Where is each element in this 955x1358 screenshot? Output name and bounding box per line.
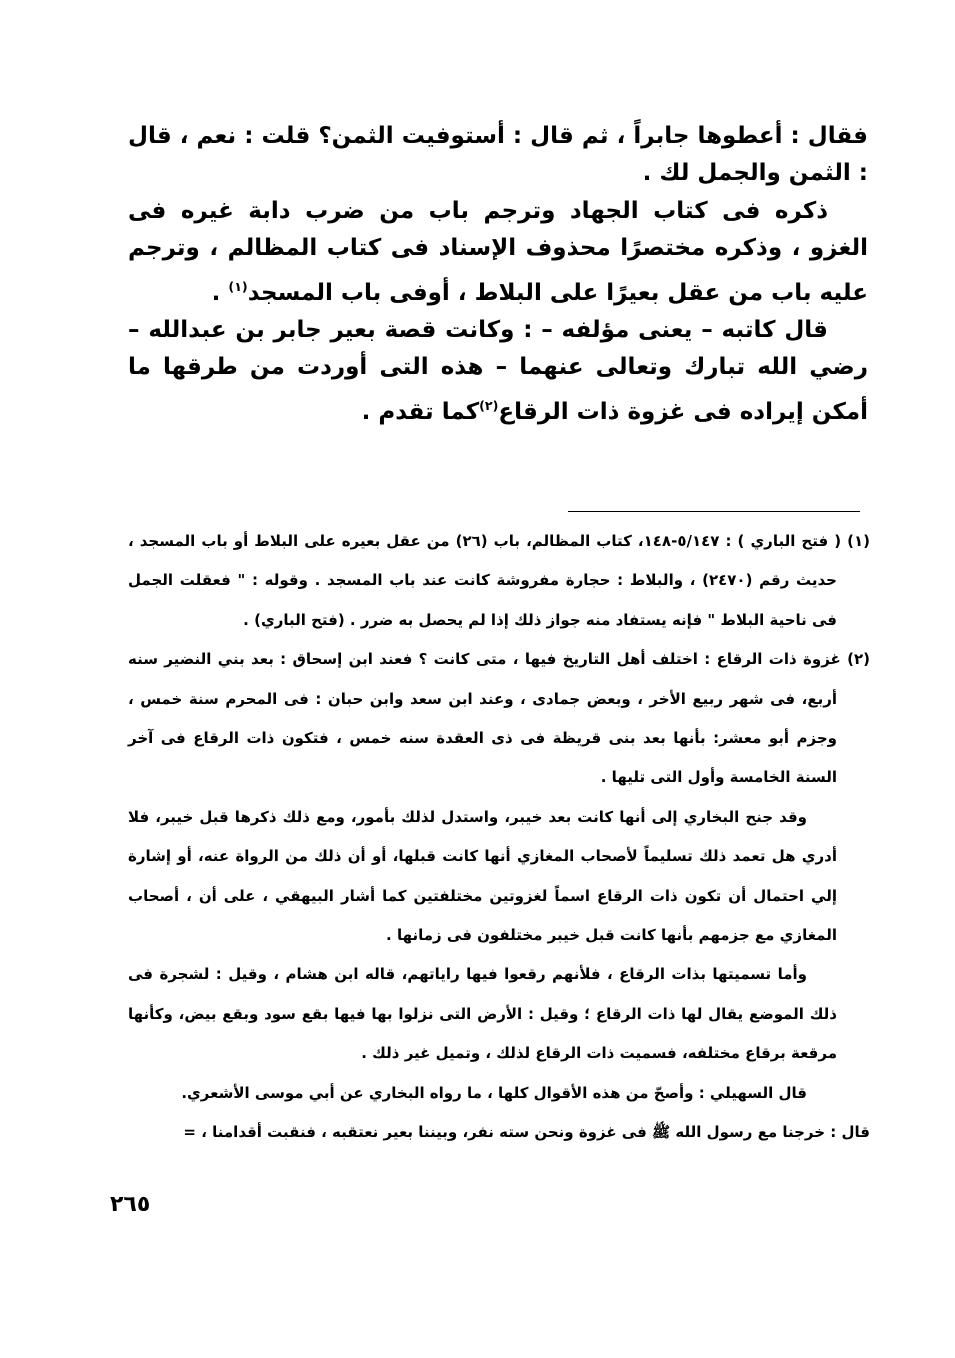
footnote-2-paragraph-4: قال السهيلي : وأصحّ من هذه الأقوال كلها ، ما رواه البخاري عن أبي موسى الأشعري. [181, 1083, 807, 1102]
footnotes [128, 522, 870, 1153]
footnote-2-paragraph-3: وأما تسميتها بذات الرقاع ، فلأنهم رقعوا فيها راياتهم، قاله ابن هشام ، وقيل : لشجرة فى ذلك الموضع يقال لها ذات الرقاع ؛ وقيل : الأرض التى نزلوا بها فيها بقع سود وبقع بيض، وكأنها مرقعة برقاع مختلفه، فسميت ذات الرقاع لذلك ، وتميل غير ذلك . [128, 965, 837, 1063]
paragraph-2-end: . [211, 279, 229, 306]
footnote-1: (١) ( فتح الباري ) : ٥/١٤٧-١٤٨، كتاب المظالم، باب (٢٦) من عقل بعيره على البلاط أو باب المسجد ، حديث رقم (٢٤٧٠) ، والبلاط : حجارة مفروشة كانت عند باب المسجد . وقوله : " فعقلت الجمل فى ناحية البلاط " فإنه يستفاد منه جواز ذلك إذا لم يحصل به ضرر . (فتح الباري) . [128, 532, 870, 629]
footnote-separator [568, 511, 860, 512]
footnote-2-paragraph-2: وقد جنح البخاري إلى أنها كانت بعد خيبر، واستدل لذلك بأمور، ومع ذلك ذكرها قبل خيبر، فلا أدري هل تعمد ذلك تسليماً لأصحاب المغازي أنها كانت قبلها، أو أن ذلك من الرواة عنه، أو إشارة إلي احتمال أن تكون ذات الرقاع اسماً لغزوتين مختلفتين كما أشار البيهقي ، على أن ، أصحاب المغازي مع جزمهم بأنها كانت قبل خيبر مختلفون فى زمانها . [128, 807, 837, 945]
page-number: ٢٦٥ [110, 1192, 151, 1217]
main-text [128, 118, 868, 431]
paragraph-3-text: قال كاتبه – يعنى مؤلفه – : وكانت قصة بعير جابر بن عبدالله – رضي الله تبارك وتعالى عنهما – هذه التى أوردت من طرقها ما أمكن إيراده فى غزوة ذات الرقاع [128, 316, 868, 425]
paragraph-3 [128, 312, 868, 431]
paragraph-2 [128, 193, 868, 312]
footnote-2-paragraph-5: قال : خرجنا مع رسول الله ﷺ فى غزوة ونحن سته نفر، وبيننا بعير نعتقبه ، فنقبت أقدامنا ، = [183, 1123, 870, 1142]
paragraph-2-text: ذكره فى كتاب الجهاد وترجم باب من ضرب دابة غيره فى الغزو ، وذكره مختصرًا محذوف الإسناد فى كتاب المظالم ، وترجم عليه باب من عقل بعيرًا على البلاط ، أوفى باب المسجد [128, 197, 868, 306]
paragraph-3-end: كما تقدم . [361, 398, 480, 425]
footnote-2: (٢) غزوة ذات الرقاع : اختلف أهل التاريخ فيها ، متى كانت ؟ فعند ابن إسحاق : بعد بني النضير سنه أربع، فى شهر ربيع الأخر ، وبعض جمادى ، وعند ابن سعد وابن حبان : فى المحرم سنة خمس ، وجزم أبو معشر: بأنها بعد بنى قريظة فى ذى العقدة سنه خمس ، فتكون ذات الرقاع فى آخر السنة الخامسة وأول التى تليها . [128, 650, 870, 787]
paragraph-1: فقال : أعطوها جابراً ، ثم قال : أستوفيت الثمن؟ قلت : نعم ، قال : الثمن والجمل لك . [128, 123, 868, 187]
footnote-ref-1: (١) [228, 278, 248, 294]
footnote-ref-2: (٢) [479, 397, 499, 413]
